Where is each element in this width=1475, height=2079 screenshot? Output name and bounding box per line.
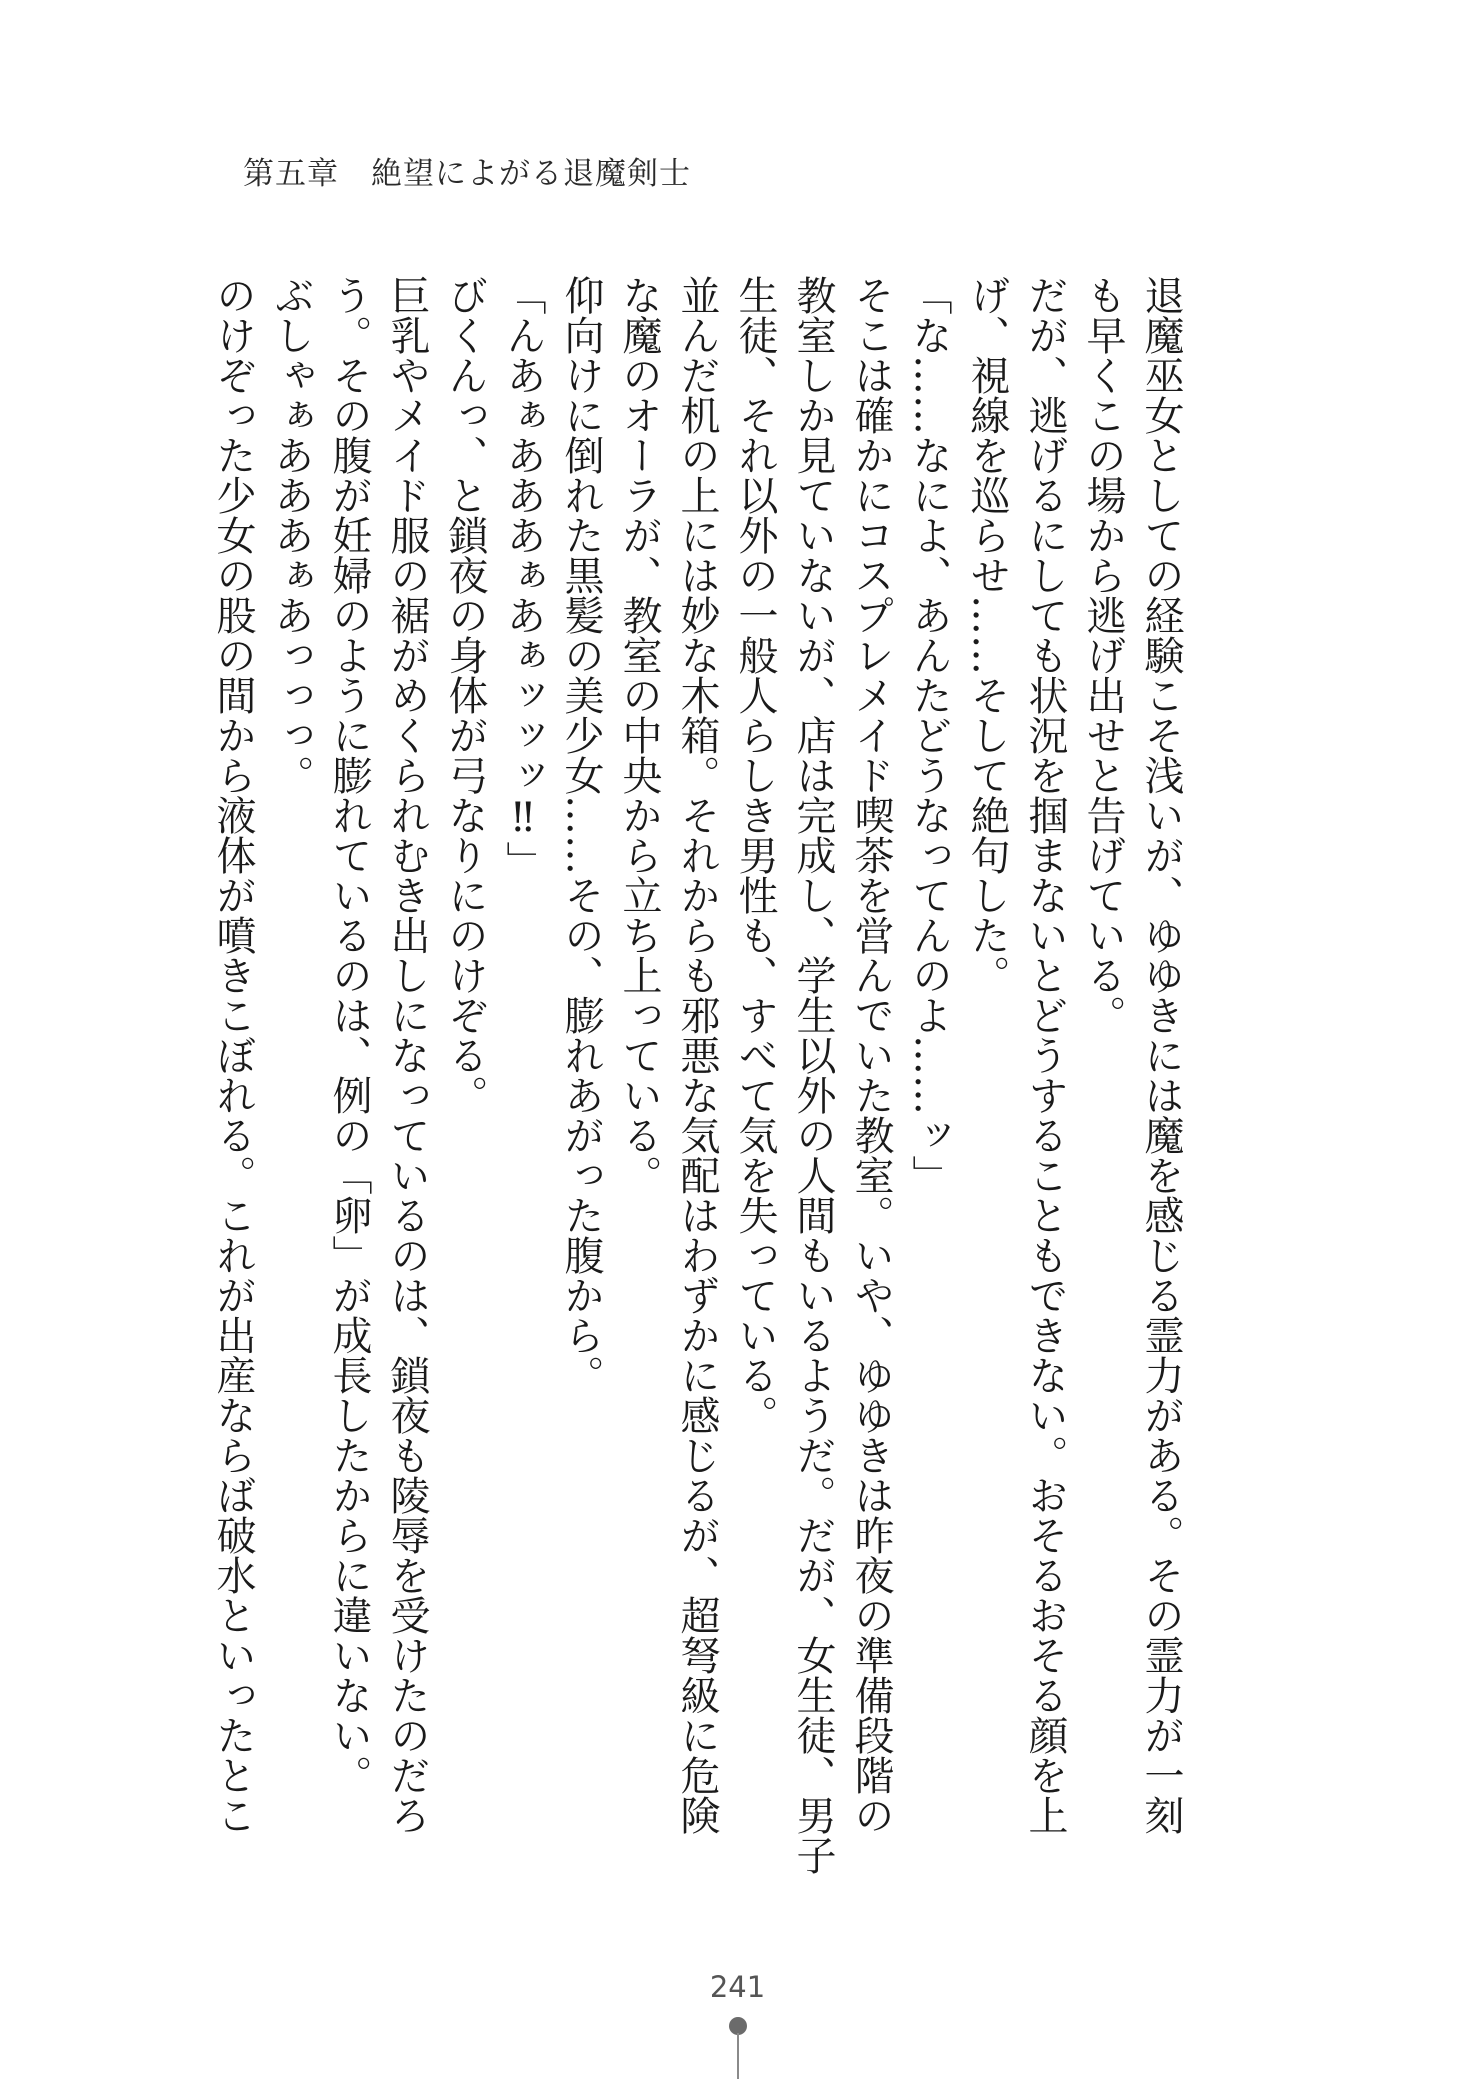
- text-line: そこは確かにコスプレメイド喫茶を営んでいた教室。いや、ゆゆきは昨夜の準備段階の: [848, 275, 894, 1835]
- text-line: ぶしゃぁあああぁあっっっ。: [268, 275, 314, 795]
- text-line: な魔のオーラが、教室の中央から立ち上っている。: [616, 275, 662, 1195]
- text-line: 並んだ机の上には妙な木箱。それからも邪悪な気配はわずかに感じるが、超弩級に危険: [674, 275, 720, 1835]
- body-text: [210, 275, 1190, 1875]
- text-line: 巨乳やメイド服の裾がめくられむき出しになっているのは、鎖夜も陵辱を受けたのだろ: [384, 275, 430, 1835]
- running-head: 第五章 絶望によがる退魔剣士: [243, 156, 691, 192]
- text-line: 退魔巫女としての経験こそ浅いが、ゆゆきには魔を感じる霊力がある。その霊力が一刻: [1138, 275, 1184, 1835]
- page-tab-line: [737, 2033, 739, 2079]
- text-line: 生徒、それ以外の一般人らしき男性も、すべて気を失っている。: [732, 275, 778, 1435]
- text-line: 仰向けに倒れた黒髪の美少女……その、膨れあがった腹から。: [558, 275, 604, 1395]
- text-line: のけぞった少女の股の間から液体が噴きこぼれる。これが出産ならば破水といったとこ: [210, 275, 256, 1835]
- page-number: 241: [709, 1970, 766, 2004]
- text-line: げ、視線を巡らせ……そして絶句した。: [964, 275, 1010, 995]
- text-line: 教室しか見ていないが、店は完成し、学生以外の人間もいるようだ。だが、女生徒、男子: [790, 275, 836, 1875]
- text-line: う。その腹が妊婦のように膨れているのは、例の「卵」が成長したからに違いない。: [326, 275, 372, 1795]
- text-line: 「んあぁあああぁあぁッッッ‼」: [500, 275, 546, 881]
- text-line: 「な……なによ、あんたどうなってんのよ……ッ」: [906, 275, 952, 1195]
- text-line: も早くこの場から逃げ出せと告げている。: [1080, 275, 1126, 1035]
- text-line: だが、逃げるにしても状況を掴まないとどうすることもできない。おそるおそる顔を上: [1022, 275, 1068, 1835]
- text-line: びくんっ、と鎖夜の身体が弓なりにのけぞる。: [442, 275, 488, 1115]
